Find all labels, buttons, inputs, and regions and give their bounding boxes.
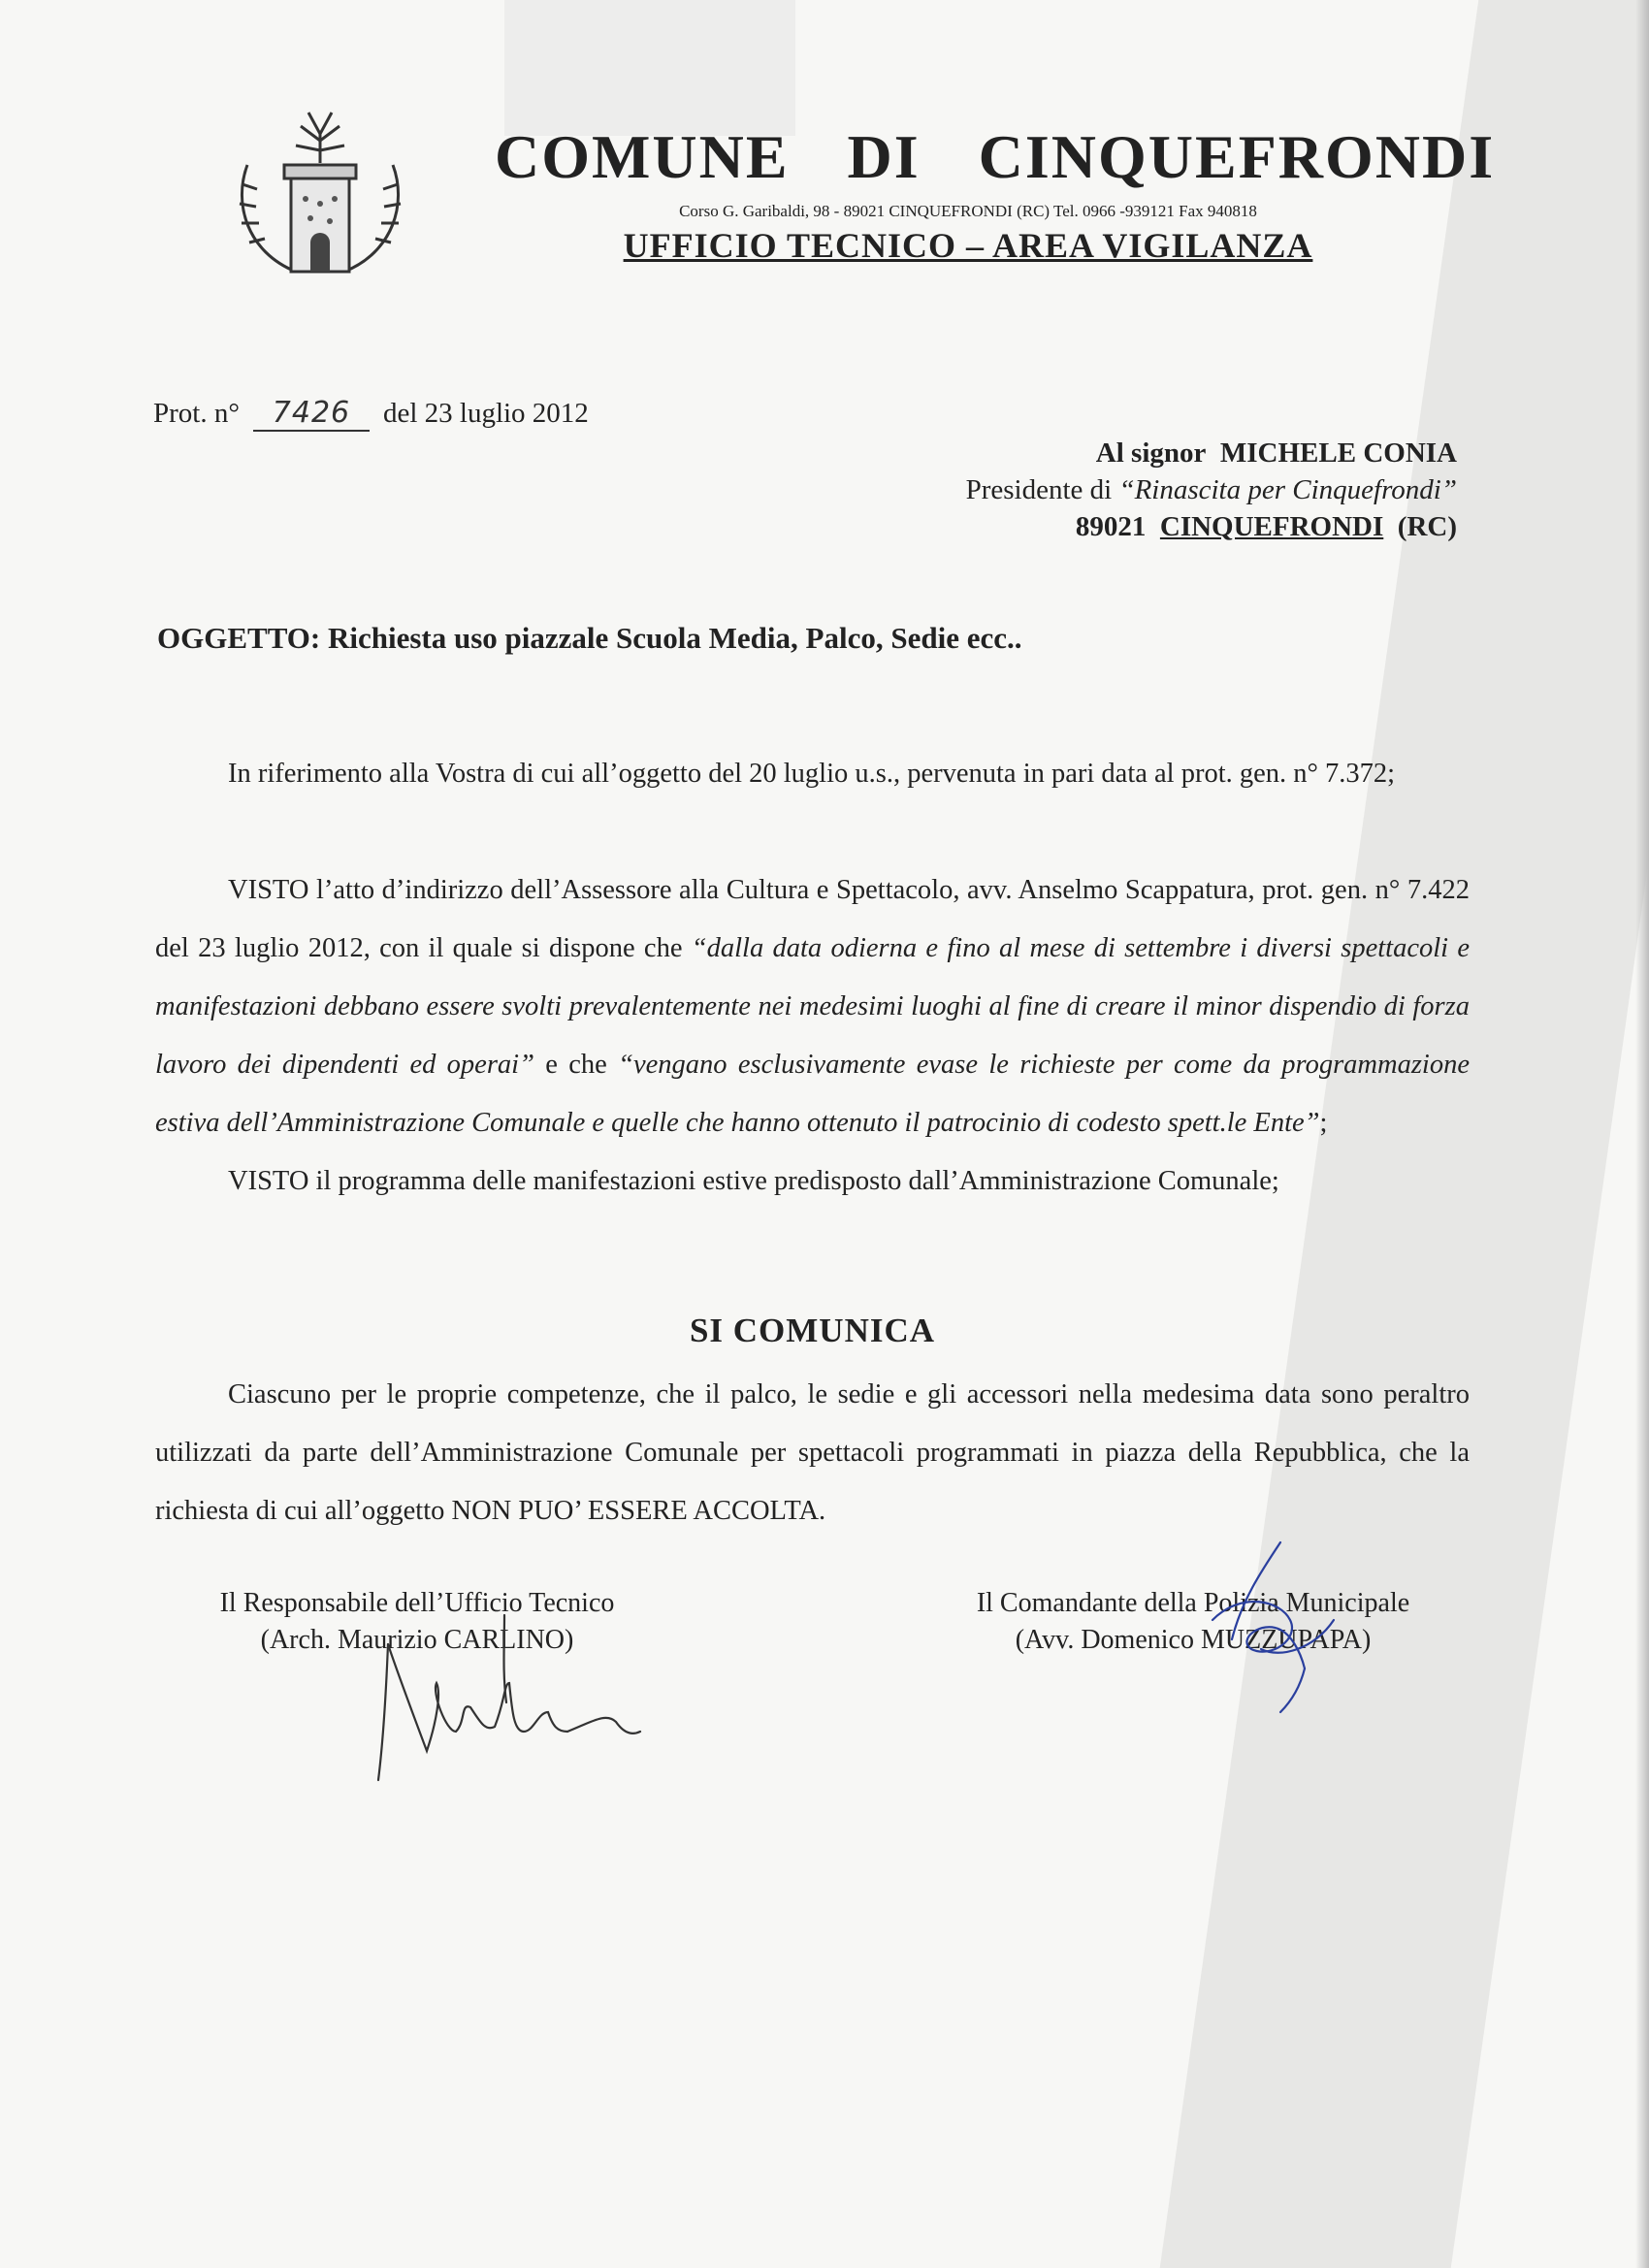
title-word: CINQUEFRONDI — [978, 122, 1496, 191]
municipal-crest-icon — [228, 107, 412, 281]
quoted-directive: “dalla data odierna e fino al mese di settembre i diversi spettacoli e manifestazioni debbano essere svolti prevalentemente nei medesimi luoghi al fine di creare il minor dispendio di forza lavoro dei dipendenti ed operai” — [155, 933, 1471, 1080]
paragraph-text: Ciascuno per le proprie competenze, che il palco, le sedie e gli accessori nella medesima data sono peraltro utilizzati da parte dell’Amministrazione Comunale per spettacoli programmati in piazza della Repubblica, che la richiesta di cui all’oggetto NON PUO’ ESSERE ACCOLTA. — [155, 1379, 1470, 1526]
recipient-line-3 — [966, 508, 1457, 545]
communication-heading: SI COMUNICA — [689, 1312, 936, 1349]
recipient-line-1 — [966, 435, 1457, 471]
paragraph-text: In riferimento alla Vostra di cui all’oggetto del 20 luglio u.s., pervenuta in pari data al prot. gen. n° 7.372; — [228, 759, 1396, 789]
letterhead-address: Corso G. Garibaldi, 98 - 89021 CINQUEFRONDI (RC) Tel. 0966 -939121 Fax 940818 — [679, 202, 1257, 220]
quoted-directive: “vengano esclusivamente evase le richieste per come da programmazione estiva dell’Amministrazione Comunale e quelle che hanno ottenuto il patrocinio di codesto spett.le Ente” — [155, 1050, 1470, 1138]
signatory-title: Il Responsabile dell’Ufficio Tecnico — [219, 1588, 615, 1618]
protocol-prefix: Prot. n° — [153, 398, 240, 429]
recipient-line-2 — [966, 471, 1457, 508]
body-paragraph-2 — [155, 861, 1470, 1152]
municipality-title — [495, 122, 1496, 191]
body-paragraph-3 — [155, 1152, 1470, 1211]
scan-edge — [1635, 0, 1649, 2268]
recipient-city: CINQUEFRONDI — [1159, 511, 1384, 542]
recipient-name: MICHELE CONIA — [1219, 437, 1457, 469]
signature-block-left — [165, 1585, 669, 1659]
paragraph-text: VISTO il programma delle manifestazioni estive predisposto dall’Amministrazione Comunale; — [228, 1166, 1279, 1196]
subject-line: OGGETTO: Richiesta uso piazzale Scuola Media, Palco, Sedie ecc.. — [157, 621, 1022, 655]
recipient-organization: “Rinascita per Cinquefrondi” — [1118, 474, 1457, 505]
paragraph-segment: VISTO l’atto d’indirizzo dell’Assessore alla Cultura e Spettacolo, avv. Anselmo Scappatura, prot. gen. n° 7.422 del 23 luglio 2012, con il quale si dispone che — [155, 875, 1470, 963]
recipient-salutation: Al signor — [1095, 437, 1207, 469]
protocol-number: 7426 — [253, 396, 370, 432]
protocol-line — [153, 396, 589, 432]
paragraph-segment: ; — [1319, 1108, 1328, 1138]
letterhead-office: UFFICIO TECNICO – AREA VIGILANZA — [623, 226, 1313, 265]
signature-block-right — [922, 1585, 1465, 1659]
paragraph-text — [155, 861, 1470, 1152]
body-paragraph-1 — [155, 745, 1470, 803]
signatory-name: (Arch. Maurizio CARLINO) — [260, 1625, 574, 1655]
title-word: COMUNE — [495, 122, 790, 191]
paragraph-segment: e che — [534, 1050, 619, 1080]
recipient-block — [966, 435, 1457, 545]
signatory-name: (Avv. Domenico MUZZUPAPA) — [1015, 1625, 1372, 1655]
recipient-province: (RC) — [1397, 511, 1457, 542]
recipient-role-prefix: Presidente di — [965, 474, 1113, 505]
signatory-title: Il Comandante della Polizia Municipale — [976, 1588, 1410, 1618]
title-word: DI — [847, 122, 921, 191]
scan-artifact — [504, 0, 795, 136]
body-paragraph-4 — [155, 1366, 1470, 1540]
protocol-date: del 23 luglio 2012 — [382, 398, 589, 429]
recipient-zip: 89021 — [1075, 511, 1147, 542]
